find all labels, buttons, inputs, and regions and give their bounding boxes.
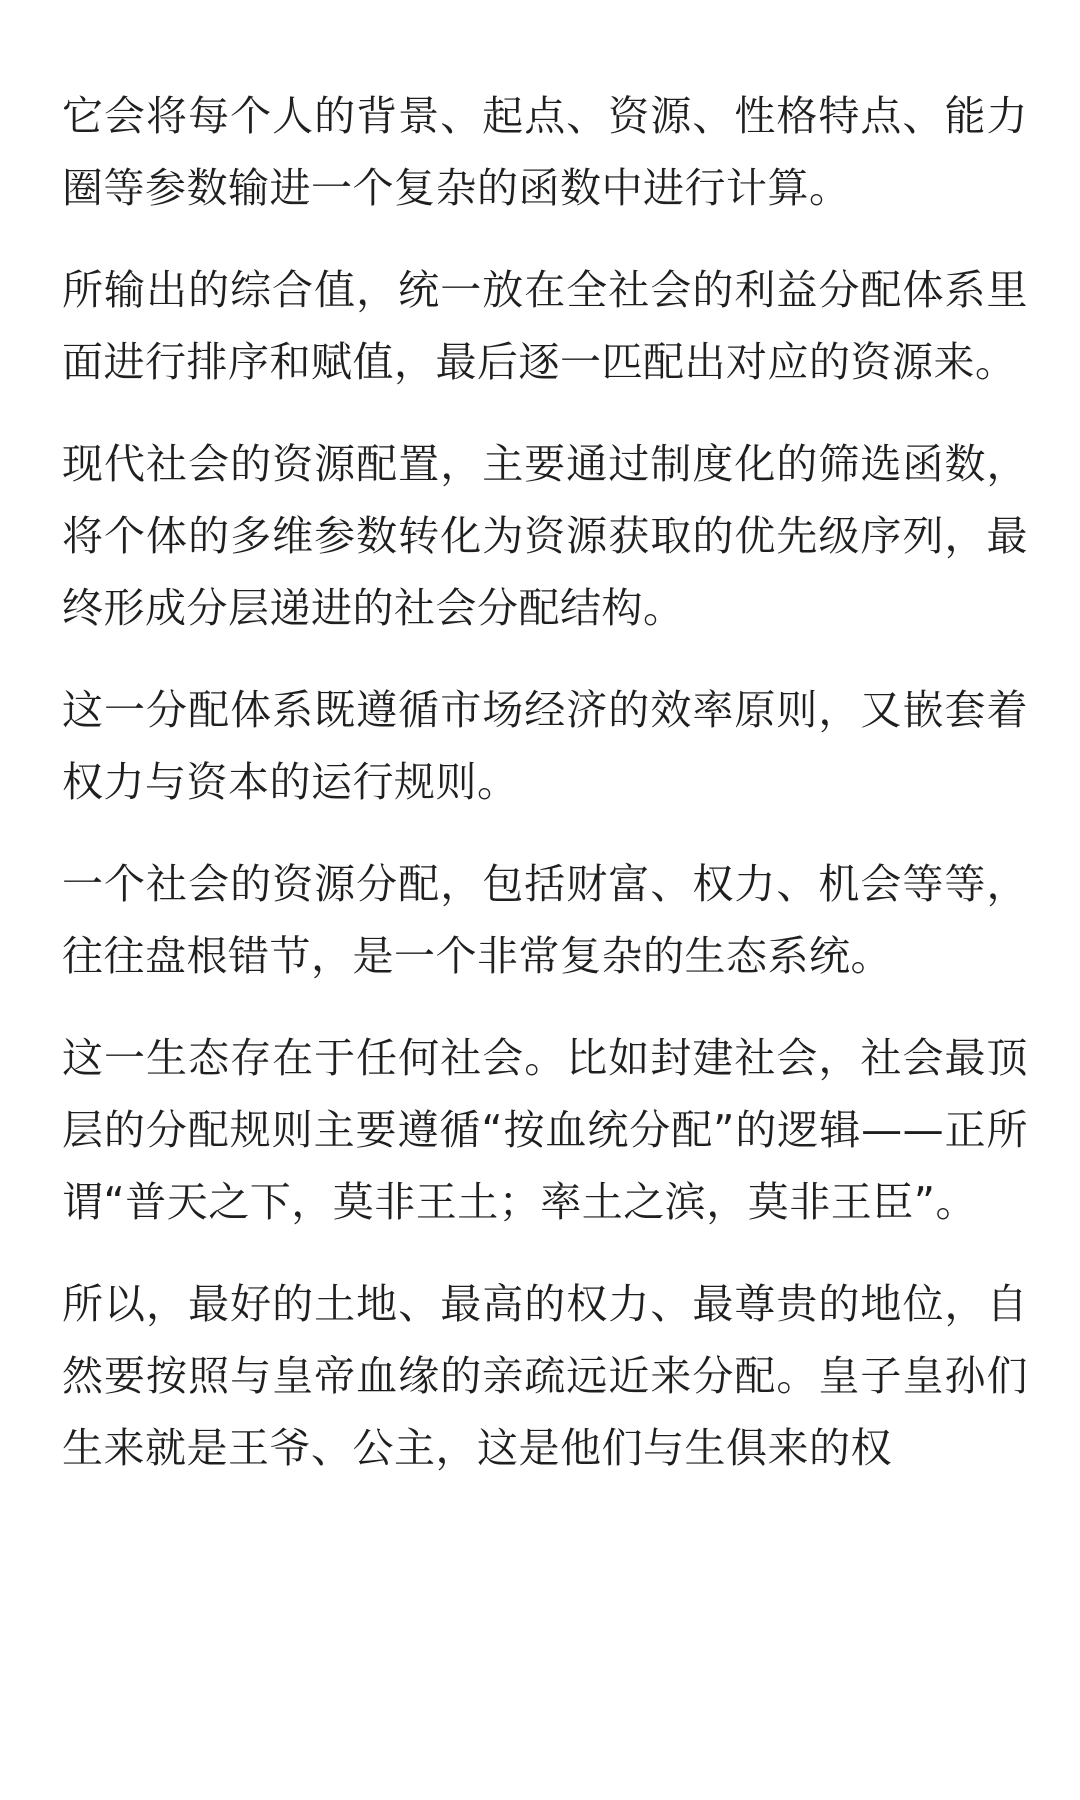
paragraph: 所以，最好的土地、最高的权力、最尊贵的地位，自然要按照与皇帝血缘的亲疏远近来分配。皇子皇孙们生来就是王爷、公主，这是他们与生俱来的权: [62, 1280, 1028, 1472]
paragraph: 一个社会的资源分配，包括财富、权力、机会等等，往往盘根错节，是一个非常复杂的生态系统。: [62, 860, 1028, 980]
paragraph: 现代社会的资源配置，主要通过制度化的筛选函数，将个体的多维参数转化为资源获取的优先级序列，最终形成分层递进的社会分配结构。: [62, 440, 1028, 632]
paragraph: 这一生态存在于任何社会。比如封建社会，社会最顶层的分配规则主要遵循“按血统分配”的逻辑——正所谓“普天之下，莫非王土；率土之滨，莫非王臣”。: [62, 1034, 1028, 1226]
paragraph: 所输出的综合值，统一放在全社会的利益分配体系里面进行排序和赋值，最后逐一匹配出对应的资源来。: [62, 266, 1028, 386]
article-body: [62, 80, 1028, 1514]
paragraph: 这一分配体系既遵循市场经济的效率原则，又嵌套着权力与资本的运行规则。: [62, 686, 1028, 806]
paragraph: 它会将每个人的背景、起点、资源、性格特点、能力圈等参数输进一个复杂的函数中进行计算。: [62, 92, 1028, 212]
